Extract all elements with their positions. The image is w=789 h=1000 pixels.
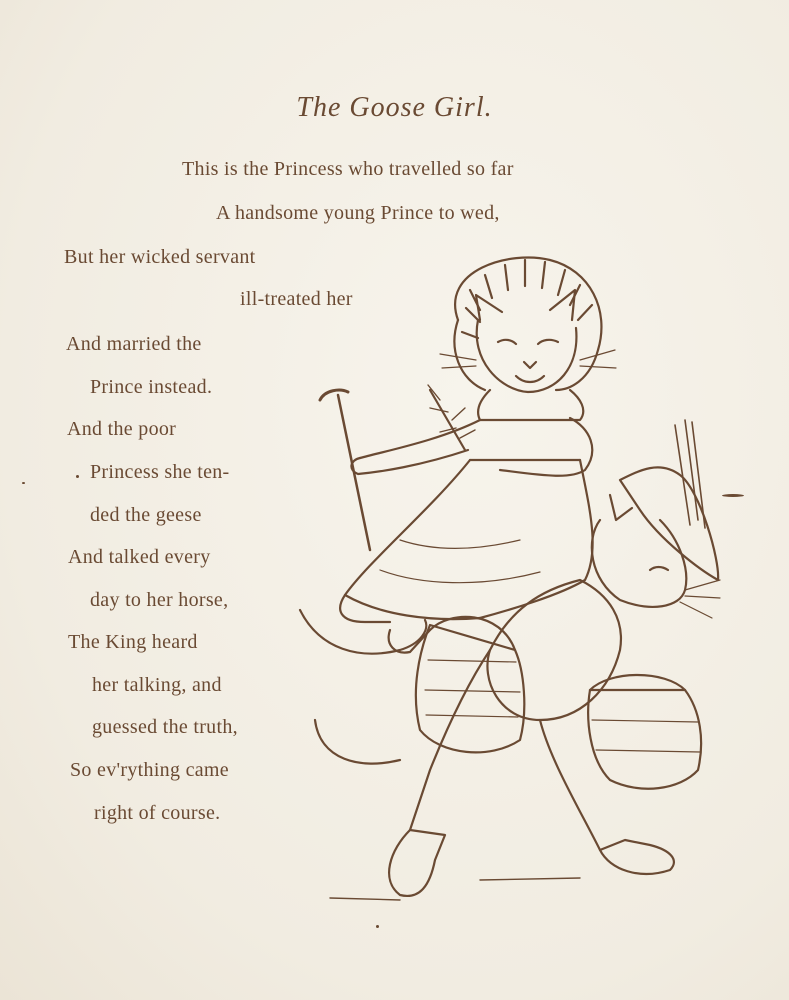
poem-line-14: guessed the truth, bbox=[92, 716, 238, 738]
ink-speck bbox=[376, 925, 379, 928]
ink-speck bbox=[22, 482, 25, 484]
poem-line-7: And the poor bbox=[67, 418, 177, 440]
poem-line-12: The King heard bbox=[68, 631, 198, 653]
princess-cane bbox=[320, 390, 370, 550]
poem-line-15: So ev'rything came bbox=[70, 759, 229, 781]
poem-line-6: Prince instead. bbox=[90, 376, 213, 398]
poem-line-3: But her wicked servant bbox=[64, 246, 256, 268]
poem-line-4: ill-treated her bbox=[240, 288, 353, 310]
illustration-cat-princess-riding-cat bbox=[280, 250, 740, 920]
poem-line-10: And talked every bbox=[68, 546, 211, 568]
poem-line-16: right of course. bbox=[94, 802, 221, 824]
poem-line-8: Princess she ten- bbox=[90, 461, 230, 483]
twig-in-hand bbox=[428, 385, 475, 450]
poem-line-13: her talking, and bbox=[92, 674, 222, 696]
poem-line-1: This is the Princess who travelled so far bbox=[182, 158, 514, 180]
poem-line-2: A handsome young Prince to wed, bbox=[216, 202, 500, 224]
princess-dress bbox=[340, 390, 592, 653]
servant-tail bbox=[315, 720, 400, 764]
servant-cat-head-hat bbox=[592, 420, 720, 618]
poem-line-9: ded the geese bbox=[90, 504, 202, 526]
poem-line-11: day to her horse, bbox=[90, 589, 229, 611]
poem-title: The Goose Girl. bbox=[296, 92, 493, 123]
ink-speck bbox=[76, 475, 79, 478]
servant-cat-body bbox=[330, 580, 674, 900]
poem-line-5: And married the bbox=[66, 333, 202, 355]
